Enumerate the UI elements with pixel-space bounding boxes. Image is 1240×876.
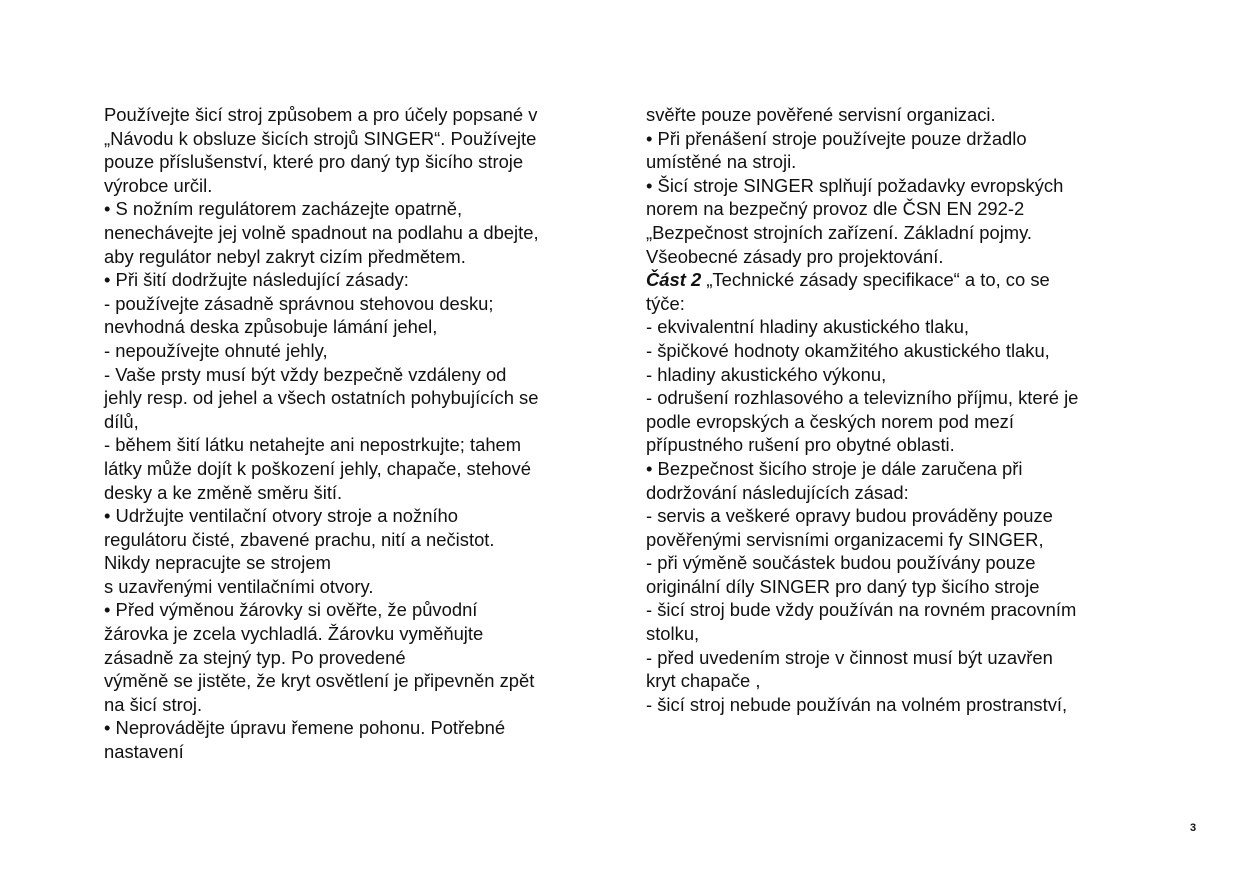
text-line: svěřte pouze pověřené servisní organizaci. [646, 104, 996, 125]
text-line: podle evropských a českých norem pod mezí [646, 410, 1014, 432]
text-line: výrobce určil. [104, 174, 213, 196]
text-line: dodržování následujících zásad: [646, 481, 909, 503]
text-line: • Bezpečnost šicího stroje je dále zaručena při [646, 457, 1023, 479]
text-line: pověřenými servisními organizacemi fy SINGER, [646, 528, 1044, 550]
text-line: norem na bezpečný provoz dle ČSN EN 292-2 [646, 198, 1025, 220]
text-line: s uzavřenými ventilačními otvory. [104, 575, 374, 597]
text-line: - používejte zásadně správnou stehovou desku; [104, 292, 494, 314]
part-heading-line [646, 268, 1146, 292]
text-line: umístěné na stroji. [646, 151, 797, 173]
text-line: desky a ke změně směru šití. [104, 481, 343, 503]
page-number: 3 [1190, 822, 1197, 834]
text-line: týče: [646, 292, 685, 314]
text-line: regulátoru čisté, zbavené prachu, nití a nečistot. [104, 528, 495, 550]
text-line: - šicí stroj bude vždy používán na rovném pracovním [646, 599, 1077, 621]
text-line: - špičkové hodnoty okamžitého akustického tlaku, [646, 339, 1050, 361]
text-line: originální díly SINGER pro daný typ šicího stroje [646, 575, 1040, 597]
text-line: - nepoužívejte ohnuté jehly, [104, 339, 328, 361]
part-label: Část 2 [646, 269, 702, 291]
text-line: zásadně za stejný typ. Po provedené [104, 646, 406, 668]
text-line: - ekvivalentní hladiny akustického tlaku, [646, 316, 970, 338]
text-line: pouze příslušenství, které pro daný typ šicího stroje [104, 151, 524, 173]
text-line: dílů, [104, 410, 139, 432]
text-line: žárovka je zcela vychladlá. Žárovku vyměňujte [104, 623, 484, 645]
text-line: - Vaše prsty musí být vždy bezpečně vzdáleny od [104, 363, 507, 385]
text-line: • Před výměnou žárovky si ověřte, že původní [104, 599, 478, 621]
text-line: nenechávejte jej volně spadnout na podlahu a dbejte, [104, 221, 539, 243]
text-line: výměně se jistěte, že kryt osvětlení je připevněn zpět [104, 670, 535, 692]
text-line: látky může dojít k poškození jehly, chapače, stehové [104, 457, 531, 479]
text-line: stolku, [646, 623, 700, 645]
text-line: kryt chapače , [646, 670, 761, 692]
text-line: • Neprovádějte úpravu řemene pohonu. Potřebné [104, 717, 506, 739]
text-line: • Při přenášení stroje používejte pouze držadlo [646, 127, 1027, 149]
text-line: - před uvedením stroje v činnost musí být uzavřen [646, 646, 1053, 668]
text-line: - odrušení rozhlasového a televizního příjmu, které je [646, 387, 1079, 409]
text-line: „Návodu k obsluze šicích strojů SINGER“. Používejte [104, 127, 537, 149]
text-line: nevhodná deska způsobuje lámání jehel, [104, 316, 438, 338]
text-line: „Bezpečnost strojních zařízení. Základní pojmy. [646, 221, 1033, 243]
text-line: Používejte šicí stroj způsobem a pro účely popsané v [104, 104, 538, 125]
text-line: - servis a veškeré opravy budou prováděny pouze [646, 505, 1053, 527]
text-line: přípustného rušení pro obytné oblasti. [646, 434, 955, 456]
right-column [646, 103, 1146, 716]
text-line: • Šicí stroje SINGER splňují požadavky evropských [646, 174, 1064, 196]
text-line: • Udržujte ventilační otvory stroje a nožního [104, 505, 458, 527]
text-line: - během šití látku netahejte ani nepostrkujte; tahem [104, 434, 522, 456]
text-line: • Při šití dodržujte následující zásady: [104, 269, 409, 291]
text-line: - šicí stroj nebude používán na volném prostranství, [646, 693, 1068, 715]
text-line: • S nožním regulátorem zacházejte opatrně, [104, 198, 463, 220]
text-line: - při výměně součástek budou používány pouze [646, 552, 1036, 574]
left-column [104, 103, 600, 764]
text-line: aby regulátor nebyl zakryt cizím předmětem. [104, 245, 466, 267]
part-text: „Technické zásady specifikace“ a to, co se [701, 269, 1050, 291]
text-line: Všeobecné zásady pro projektování. [646, 245, 944, 267]
text-line: na šicí stroj. [104, 693, 203, 715]
text-line: - hladiny akustického výkonu, [646, 363, 887, 385]
text-line: Nikdy nepracujte se strojem [104, 552, 331, 574]
text-line: jehly resp. od jehel a všech ostatních pohybujících se [104, 387, 539, 409]
text-line: nastavení [104, 741, 184, 763]
